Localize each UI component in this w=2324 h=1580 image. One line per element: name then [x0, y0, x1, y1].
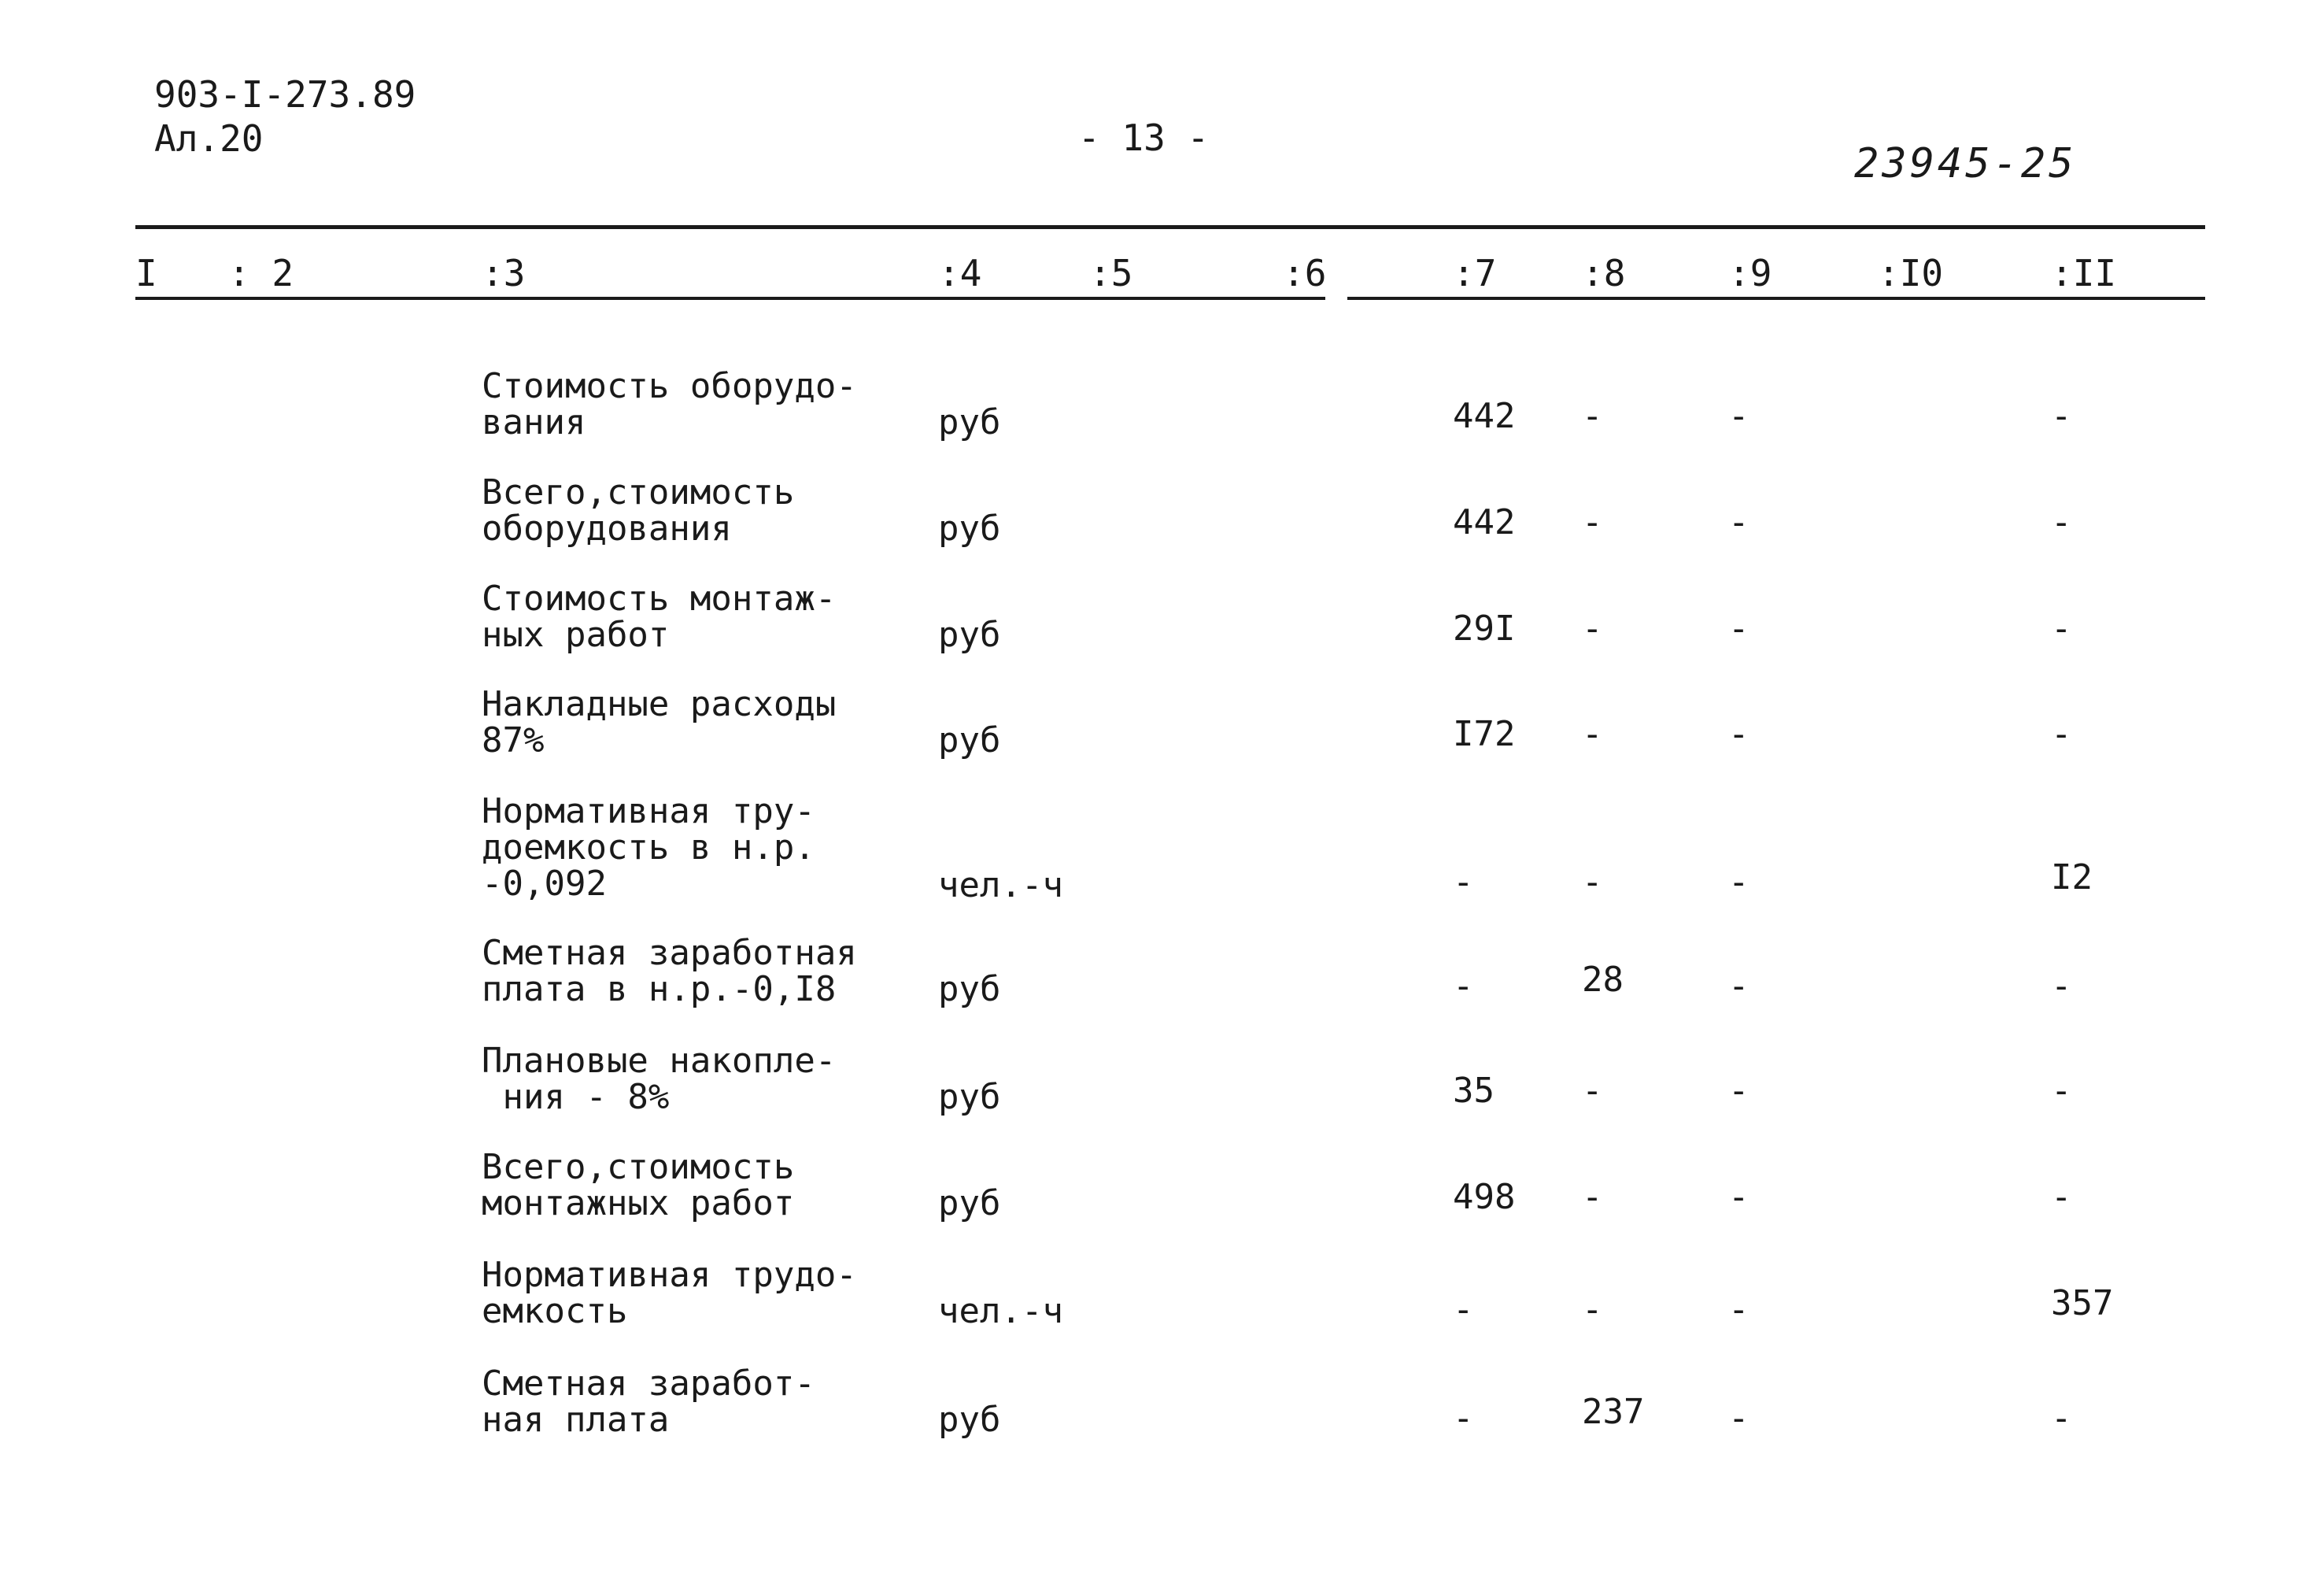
- column-header-8: :8: [1582, 252, 1626, 294]
- description-line: вания: [482, 402, 586, 442]
- row-col8: -: [1582, 1177, 1603, 1217]
- row-col7: -: [1453, 1290, 1474, 1330]
- row-col9: -: [1728, 609, 1749, 649]
- table-top-rule: [135, 225, 2205, 229]
- row-col7: -: [1453, 862, 1474, 902]
- row-col8: 28: [1582, 960, 1624, 1000]
- row-col11: 357: [2051, 1283, 2114, 1323]
- row-unit: чел.-ч: [938, 865, 1063, 905]
- header-underline-left: [135, 297, 1325, 300]
- row-description: [482, 791, 815, 904]
- row-col8: -: [1582, 609, 1603, 649]
- row-col9: -: [1728, 1398, 1749, 1438]
- column-header-10: :I0: [1878, 252, 1944, 294]
- row-unit: руб: [938, 509, 1001, 549]
- row-col7: -: [1453, 1398, 1474, 1438]
- description-line: ная плата: [482, 1400, 670, 1440]
- row-col9: -: [1728, 1290, 1749, 1330]
- column-header-11: :II: [2051, 252, 2117, 294]
- description-line: Накладные расходы: [482, 684, 837, 724]
- description-line: -0,092: [482, 864, 607, 904]
- row-description: [482, 1366, 815, 1438]
- row-col8: -: [1582, 714, 1603, 754]
- document-code-line1: 903-I-273.89: [154, 73, 416, 116]
- row-unit: руб: [938, 969, 1001, 1009]
- description-line: 87%: [482, 720, 545, 760]
- row-col11: I2: [2051, 857, 2093, 897]
- description-line: Нормативная трудо-: [482, 1255, 857, 1295]
- document-number: 23945-25: [1854, 140, 2077, 187]
- row-description: [482, 935, 857, 1008]
- row-col11: -: [2051, 396, 2072, 436]
- row-col7: -: [1453, 966, 1474, 1006]
- column-header-4: :4: [938, 252, 982, 294]
- description-line: Нормативная тру-: [482, 791, 815, 831]
- row-col11: -: [2051, 609, 2072, 649]
- description-line: Всего,стоимость: [482, 1147, 795, 1187]
- row-col8: -: [1582, 1290, 1603, 1330]
- row-unit: руб: [938, 1183, 1001, 1223]
- row-col9: -: [1728, 714, 1749, 754]
- row-unit: руб: [938, 720, 1001, 760]
- row-col8: 237: [1582, 1392, 1645, 1432]
- row-col7: I72: [1453, 714, 1516, 754]
- row-col11: -: [2051, 1398, 2072, 1438]
- row-col9: -: [1728, 1177, 1749, 1217]
- row-col9: -: [1728, 862, 1749, 902]
- column-header-5: :5: [1089, 252, 1133, 294]
- description-line: ния - 8%: [482, 1077, 670, 1117]
- document-code: [154, 72, 416, 161]
- row-unit: чел.-ч: [938, 1291, 1063, 1331]
- description-line: емкость: [482, 1291, 628, 1331]
- column-header-6: :6: [1283, 252, 1327, 294]
- row-col8: -: [1582, 502, 1603, 542]
- row-col8: -: [1582, 862, 1603, 902]
- column-header-3: :3: [482, 252, 526, 294]
- row-unit: руб: [938, 402, 1001, 442]
- row-col7: 442: [1453, 502, 1516, 542]
- header-underline-right: [1347, 297, 2205, 300]
- row-unit: руб: [938, 615, 1001, 655]
- description-line: плата в н.р.-0,I8: [482, 969, 837, 1009]
- row-description: [482, 472, 795, 549]
- description-line: Стоимость оборудо-: [482, 366, 857, 406]
- row-col7: 498: [1453, 1177, 1516, 1217]
- row-col11: -: [2051, 502, 2072, 542]
- description-line: Всего,стоимость: [482, 472, 795, 512]
- description-line: Плановые накопле-: [482, 1041, 837, 1081]
- row-col9: -: [1728, 396, 1749, 436]
- description-line: ных работ: [482, 615, 670, 655]
- row-col7: 35: [1453, 1071, 1495, 1111]
- row-description: [482, 686, 836, 759]
- row-col9: -: [1728, 966, 1749, 1006]
- page-number: - 13 -: [1078, 117, 1210, 159]
- row-col9: -: [1728, 1071, 1749, 1111]
- row-unit: руб: [938, 1077, 1001, 1117]
- row-col11: -: [2051, 1071, 2072, 1111]
- column-header-9: :9: [1728, 252, 1772, 294]
- description-line: Сметная заработ-: [482, 1364, 815, 1404]
- row-col8: -: [1582, 1071, 1603, 1111]
- column-header-7: :7: [1453, 252, 1497, 294]
- row-col9: -: [1728, 502, 1749, 542]
- row-description: [482, 368, 857, 441]
- description-line: оборудования: [482, 509, 732, 549]
- row-col7: 442: [1453, 396, 1516, 436]
- row-description: [482, 581, 836, 653]
- description-line: Стоимость монтаж-: [482, 579, 837, 619]
- row-description: [482, 1043, 836, 1116]
- document-code-line2: Ал.20: [154, 117, 264, 160]
- row-description: [482, 1257, 857, 1330]
- column-header-2: : 2: [228, 252, 294, 294]
- row-col11: -: [2051, 714, 2072, 754]
- row-col11: -: [2051, 1177, 2072, 1217]
- description-line: монтажных работ: [482, 1183, 795, 1223]
- description-line: доемкость в н.р.: [482, 827, 815, 868]
- row-description: [482, 1149, 794, 1222]
- row-unit: руб: [938, 1400, 1001, 1440]
- description-line: Сметная заработная: [482, 933, 857, 973]
- row-col7: 29I: [1453, 609, 1516, 649]
- row-col11: -: [2051, 966, 2072, 1006]
- column-header-1: I: [135, 252, 157, 294]
- row-col8: -: [1582, 396, 1603, 436]
